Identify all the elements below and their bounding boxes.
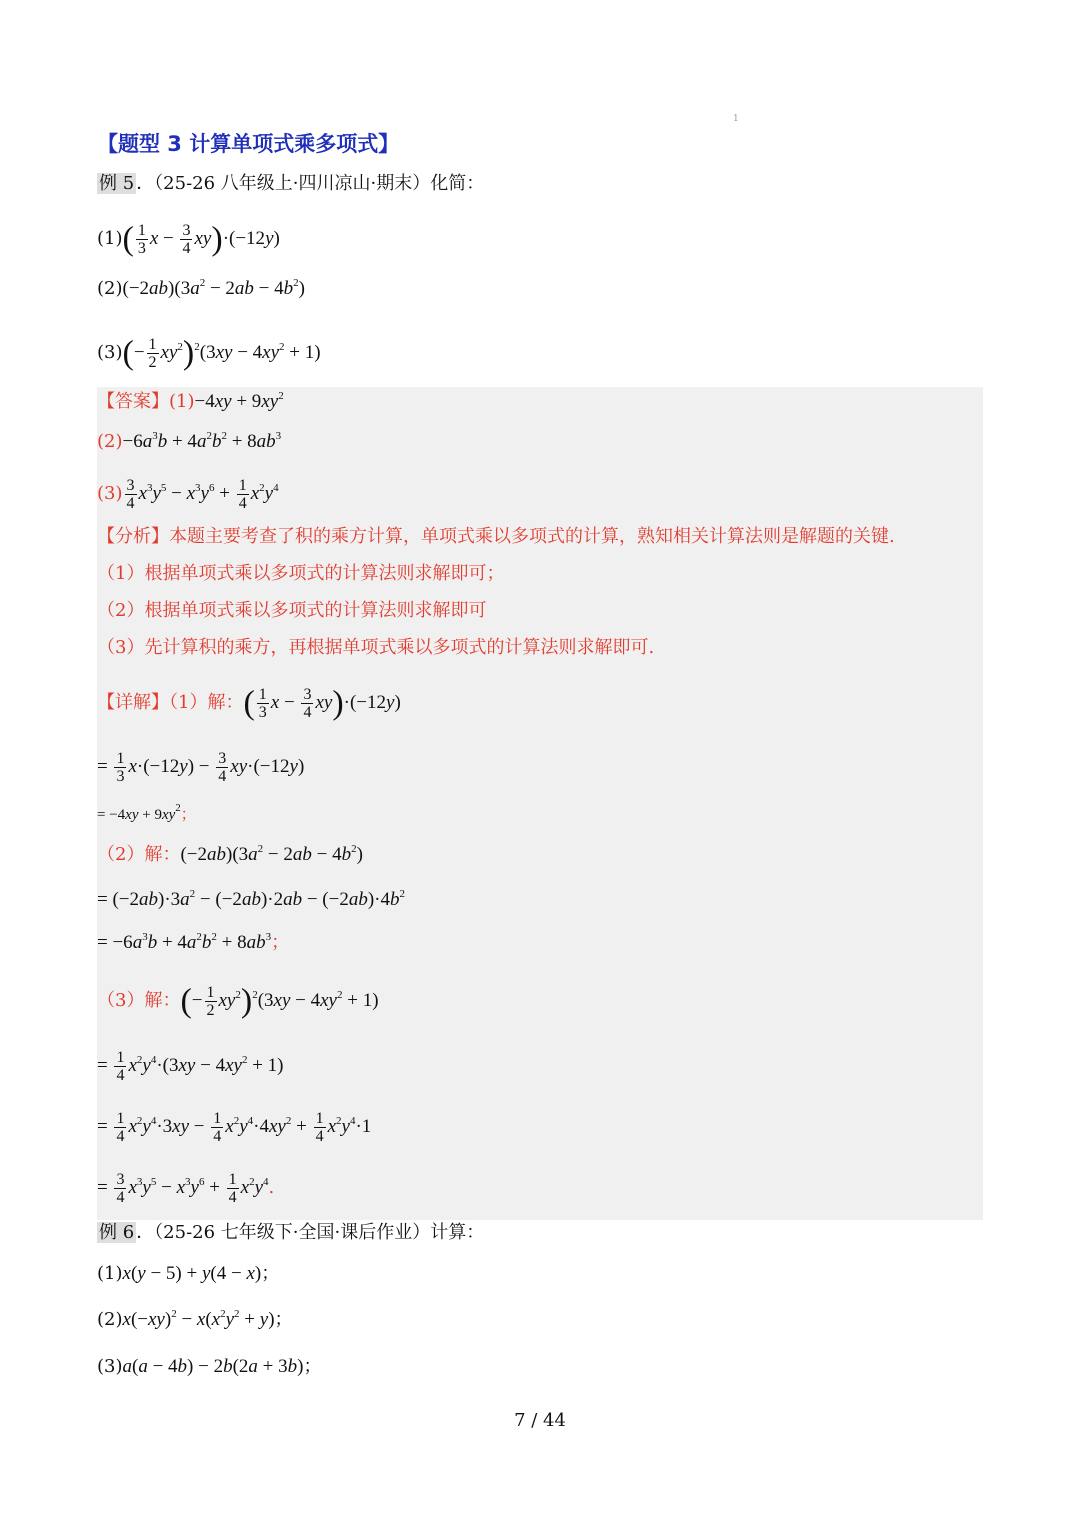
page-number: 7 / 44 — [514, 1410, 566, 1431]
math-expression: = $(-2ab)\cdot 3a^2 - (-2ab)\cdot 2ab - (-2ab)\cdot 4b^2$ — [97, 888, 406, 910]
answer-label: (2) — [97, 431, 123, 452]
detail-part-label: （2）解： — [97, 844, 181, 865]
answer-line-1 — [97, 390, 284, 414]
answer-tag: 【答案】 — [97, 391, 169, 412]
answer-label: (1) — [169, 391, 195, 412]
math-expression: = $\frac{3}{4}$ $x^3y^5 - x^3y^6$ + $\frac{1}{4}$ $x^2y^4$ — [97, 1171, 269, 1206]
example6-label: 例 6 — [99, 1222, 135, 1243]
semicolon: ； — [180, 805, 196, 823]
period: . — [268, 1176, 275, 1198]
semicolon: ； — [271, 932, 290, 953]
math-expression: x(y − 5) + y(4 − x) — [122, 1263, 262, 1284]
math-expression: (− $\frac{1}{2}$ $xy^2)^2(3xy - 4xy^2 + 1)$ — [180, 982, 379, 1020]
detail-2-step-2 — [97, 931, 289, 955]
page-mark: 1 — [733, 114, 739, 124]
ex6-question-2 — [97, 1308, 293, 1332]
detail-3-step-3 — [97, 1171, 274, 1206]
q-label: (1) — [97, 227, 123, 249]
semicolon: ； — [261, 1263, 280, 1284]
example5-header — [97, 172, 484, 196]
q-label: (3) — [97, 1356, 123, 1377]
analysis-step-1: （1）根据单项式乘以多项式的计算法则求解即可； — [97, 563, 505, 584]
ex6-question-3 — [97, 1355, 321, 1379]
example6-intro: ．（25-26 七年级下·全国·课后作业）计算： — [136, 1222, 485, 1243]
detail-tag: 【详解】 — [97, 691, 169, 713]
analysis-step-2: （2）根据单项式乘以多项式的计算法则求解即可 — [97, 600, 487, 621]
analysis-step-3: （3）先计算积的乘方，再根据单项式乘以多项式的计算法则求解即可. — [97, 637, 655, 658]
example6-header — [97, 1221, 484, 1245]
math-expression: = $\frac{1}{3}$ x·(−12y) − $\frac{3}{4}$ xy·(−12y) — [97, 750, 305, 785]
math-expression: $\frac{3}{4}$ $x^3y^5 - x^3y^6$ + $\frac{1}{4}$ $x^2y^4$ — [126, 477, 279, 512]
detail-2-step-1 — [97, 888, 405, 912]
math-expression: $(-2ab)(3a^2 - 2ab - 4b^2)$ — [122, 277, 305, 299]
detail-1-header — [97, 686, 401, 721]
example5-label: 例 5 — [99, 173, 135, 194]
answer-line-3 — [97, 477, 279, 512]
math-expression: $-4xy + 9xy^2$ — [194, 390, 284, 412]
math-expression: a(a − 4b) − 2b(2a + 3b) — [122, 1356, 304, 1377]
analysis-tag: 【分析】 — [97, 526, 169, 547]
math-expression: $x(-xy)^2 - x(x^2y^2 + y)$ — [122, 1308, 275, 1330]
math-expression: ( $\frac{1}{3}$ x − $\frac{3}{4}$ xy)·(−12y) — [243, 684, 401, 722]
detail-1-step-2 — [97, 802, 196, 827]
detail-3-header — [97, 984, 379, 1019]
ex5-question-3 — [97, 336, 321, 371]
q-label: (2) — [97, 1309, 123, 1330]
math-expression: = $\frac{1}{4}$ $x^2y^4\cdot 3xy$ − $\frac{1}{4}$ $x^2y^4\cdot 4xy^2$ + $\frac{1}{4}$ $x^2y^4\cdot 1$ — [97, 1110, 372, 1145]
detail-part-label: （1）解： — [169, 691, 244, 713]
math-expression: $(-2ab)(3a^2 - 2ab - 4b^2)$ — [180, 843, 363, 865]
detail-1-step-1 — [97, 750, 304, 785]
semicolon: ； — [274, 1309, 293, 1330]
q-label: (3) — [97, 341, 123, 363]
detail-part-label: （3）解： — [97, 989, 181, 1011]
math-expression: = $\frac{1}{4}$ $x^2y^4\cdot(3xy - 4xy^2 + 1)$ — [97, 1049, 284, 1084]
answer-label: (3) — [97, 482, 123, 504]
math-expression: ( $\frac{1}{3}$ x − $\frac{3}{4}$ xy)·(−12y) — [122, 220, 280, 258]
ex6-question-1 — [97, 1262, 279, 1286]
example5-intro: ．（25-26 八年级上·四川凉山·期末）化简： — [136, 173, 485, 194]
math-expression: $-6a^3b + 4a^2b^2 + 8ab^3$ — [122, 430, 282, 452]
q-label: (2) — [97, 278, 123, 299]
detail-3-step-2 — [97, 1110, 371, 1145]
section-title: 【题型 3 计算单项式乘多项式】 — [97, 132, 400, 156]
math-expression: = $-6a^3b + 4a^2b^2 + 8ab^3$ — [97, 931, 272, 953]
answer-line-2 — [97, 430, 281, 454]
ex5-question-2 — [97, 277, 305, 301]
detail-3-step-1 — [97, 1049, 284, 1084]
math-expression: (− $\frac{1}{2}$ $xy^2)^2(3xy - 4xy^2 + 1)$ — [122, 334, 321, 372]
detail-2-header — [97, 843, 363, 867]
analysis-line — [97, 525, 895, 549]
math-expression: = $-4xy + 9xy^2$ — [97, 802, 181, 823]
ex5-question-1 — [97, 222, 280, 257]
analysis-text: 本题主要考查了积的乘方计算，单项式乘以多项式的计算，熟知相关计算法则是解题的关键. — [169, 526, 895, 547]
semicolon: ； — [303, 1356, 322, 1377]
q-label: (1) — [97, 1263, 123, 1284]
